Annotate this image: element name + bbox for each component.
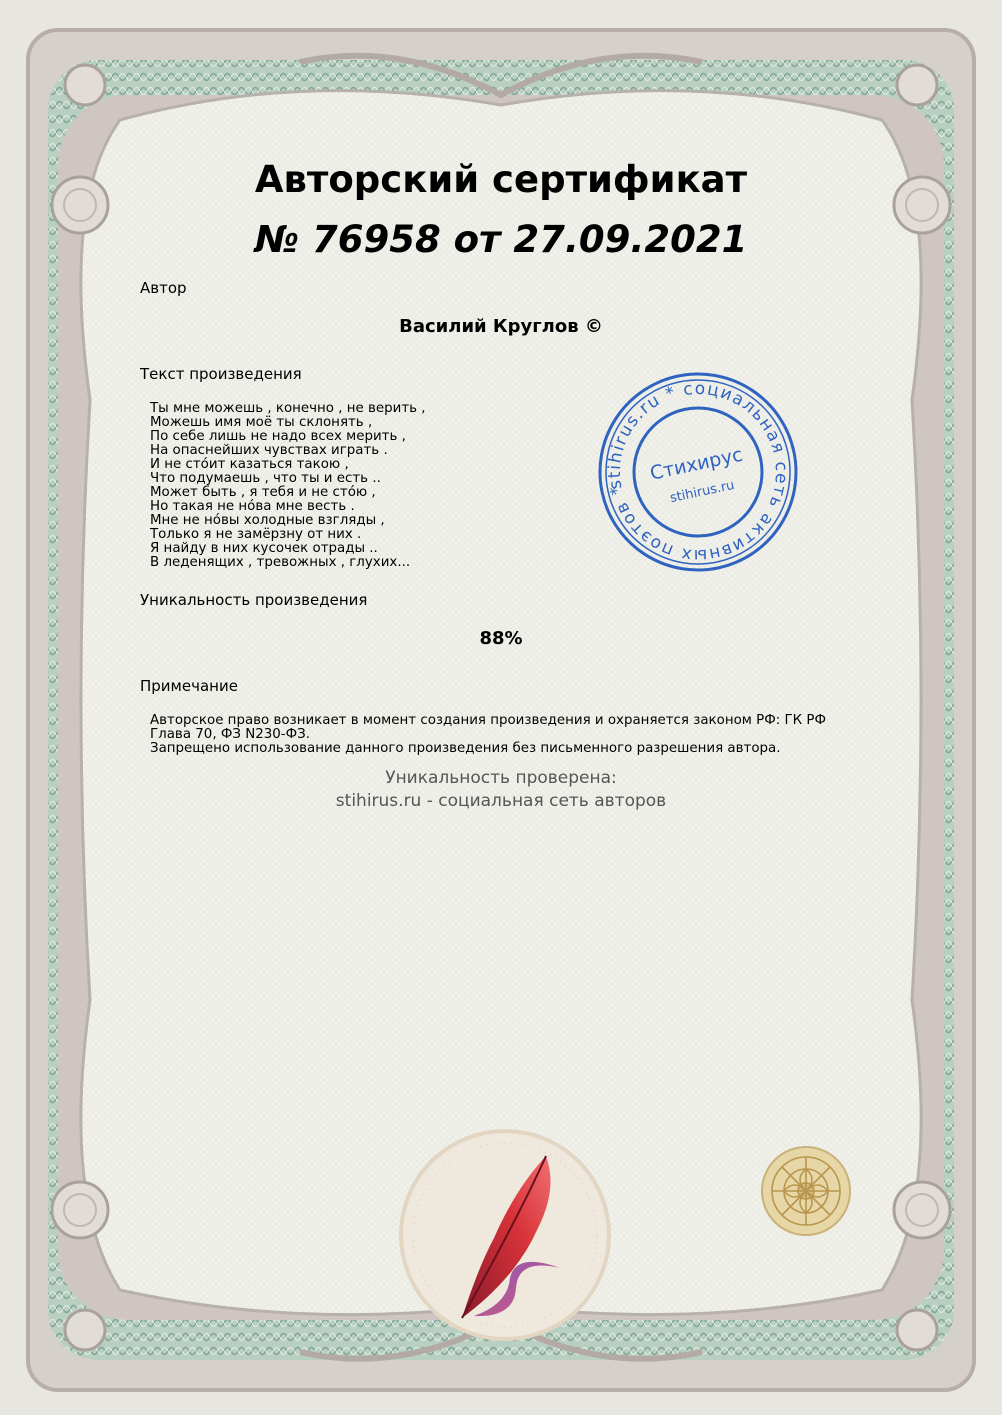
poem-text — [150, 402, 426, 570]
note-line: Запрещено использование данного произведения без письменного разрешения автора. — [150, 741, 781, 756]
uniqueness-label: Уникальность произведения — [140, 591, 368, 609]
poem-line: По себе лишь не надо всех мерить , — [150, 429, 406, 444]
note-line: Авторское право возникает в момент создания произведения и охраняется законом РФ: ГК РФ Глава 70, ФЗ N230-ФЗ. — [150, 713, 827, 742]
verification-text — [0, 767, 1002, 813]
poem-line: Что подумаешь , что ты и есть .. — [150, 471, 381, 486]
work-text-label: Текст произведения — [140, 365, 302, 383]
poem-line: На опаснейших чувствах играть . — [150, 443, 388, 458]
stamp-url: stihirus.ru — [668, 477, 736, 507]
stihirus-stamp — [596, 370, 800, 574]
author-label: Автор — [140, 279, 187, 297]
poem-line: Но такая не но́ва мне весть . — [150, 499, 355, 514]
note-text — [150, 714, 850, 756]
note-label: Примечание — [140, 677, 238, 695]
poem-line: Мне не но́вы холодные взгляды , — [150, 513, 385, 528]
certificate-number: № 76958 от 27.09.2021 — [254, 218, 748, 261]
poem-line: Можешь имя моё ты склонять , — [150, 415, 373, 430]
poem-line: Ты мне можешь , конечно , не верить , — [150, 401, 426, 416]
gold-rosette-icon — [760, 1145, 852, 1237]
poem-line: Я найду в них кусочек отрады .. — [150, 541, 378, 556]
poem-line: Может быть , я тебя и не сто́ю , — [150, 485, 376, 500]
poem-line: В леденящих , тревожных , глухих... — [150, 555, 411, 570]
certificate-title: Авторский сертификат — [254, 158, 748, 201]
poem-line: И не сто́ит казаться такою , — [150, 457, 349, 472]
verification-line-2: stihirus.ru - социальная сеть авторов — [335, 791, 667, 811]
poem-line: Только я не замёрзну от них . — [150, 527, 362, 542]
stamp-ring-text: stihirus.ru * социальная сеть активных поэтов * — [604, 378, 792, 566]
verification-line-1: Уникальность проверена: — [385, 768, 617, 788]
author-name: Василий Круглов © — [399, 316, 603, 337]
uniqueness-value: 88% — [479, 628, 523, 649]
feather-seal-icon — [398, 1128, 612, 1342]
stamp-title: Стихирус — [648, 443, 745, 485]
